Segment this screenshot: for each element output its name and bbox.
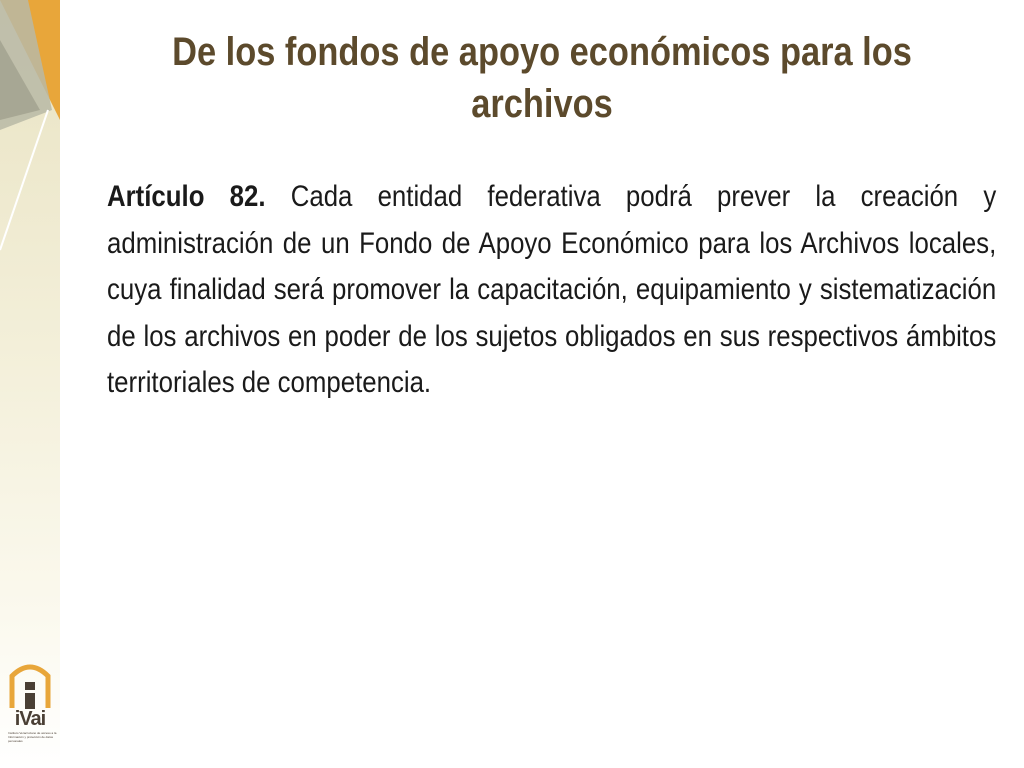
logo-i-stem	[25, 693, 35, 709]
corner-shapes	[0, 0, 60, 768]
logo-wordmark: iVai	[14, 708, 46, 730]
article-text: Cada entidad federativa podrá prever la creación y administración de un Fondo de Apoyo Económico para los Archivos locales, cuya finalidad será promover la capacitación, equipamiento y sistematización de los archivos en poder de los sujetos obligados en sus respectivos ámbitos territoriales de competencia.	[107, 180, 997, 399]
logo-i-dot	[25, 682, 35, 690]
white-diagonal-line	[0, 110, 48, 250]
slide-title: De los fondos de apoyo económicos para los archivos	[172, 30, 912, 126]
decorative-side-band	[0, 0, 60, 768]
article-paragraph	[107, 174, 996, 407]
article-label: Artículo 82.	[107, 180, 266, 213]
logo-subtitle: Instituto Veracruzano de acceso a la Información y protección de datos personales	[8, 731, 57, 743]
